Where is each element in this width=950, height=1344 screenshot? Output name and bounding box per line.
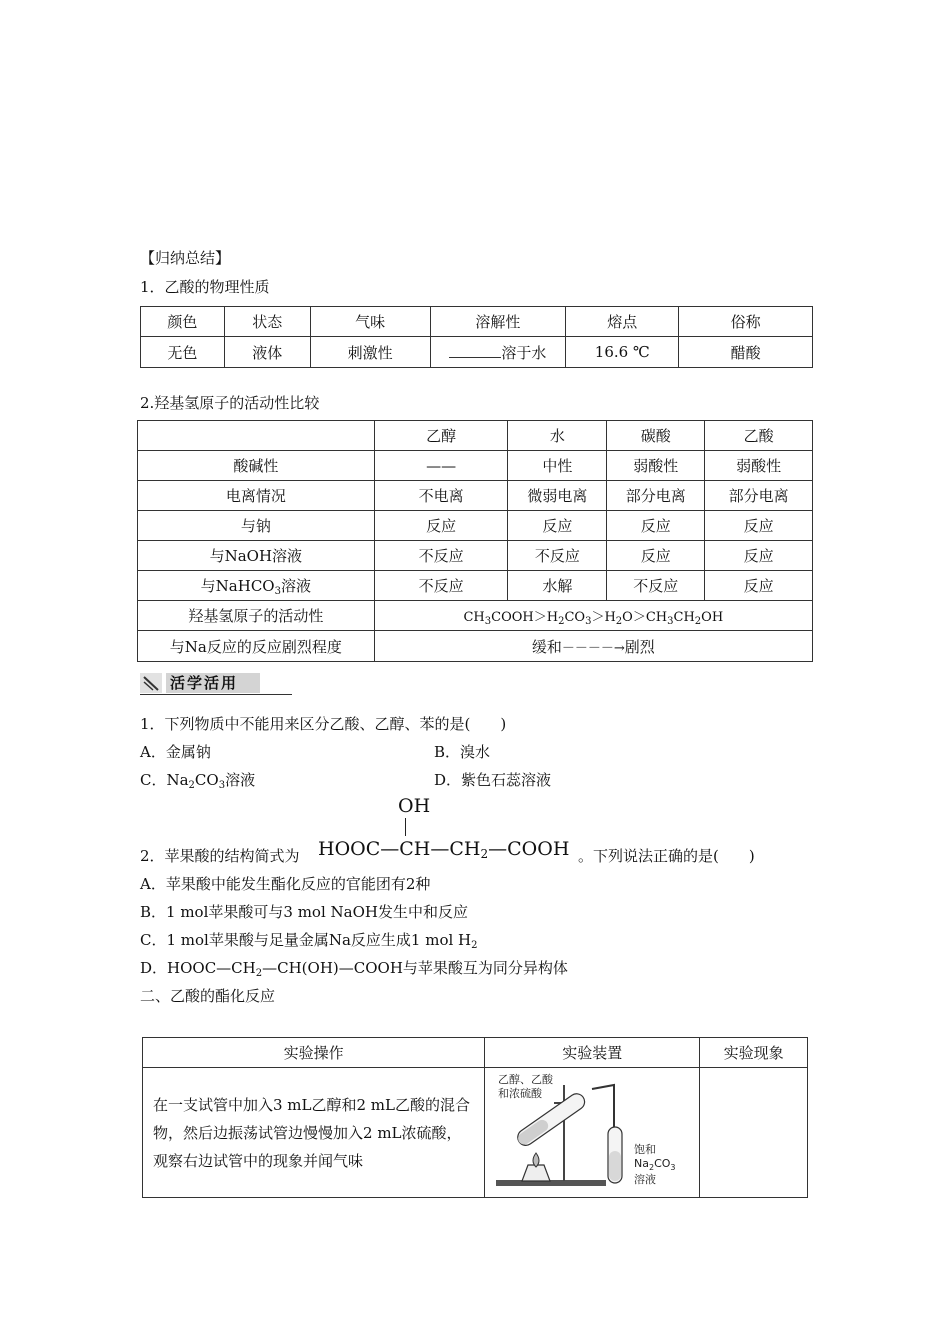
q2-option-b[interactable]: B．1 mol苹果酸可与3 mol NaOH发生中和反应 [140, 903, 468, 921]
table2-row [138, 511, 813, 541]
table2-header: 乙醇 [374, 421, 508, 451]
q1-option-c[interactable]: C．$Na_2CO_3$溶液 [140, 771, 256, 791]
table1-data-row [141, 337, 813, 368]
table2-cell: 反应 [705, 511, 813, 541]
table1-cell [430, 337, 566, 368]
table2-row-label: 与NaOH溶液 [138, 541, 375, 571]
table2-corner [138, 421, 375, 451]
table2-cell: 反应 [705, 571, 813, 601]
table1-cell: 无色 [141, 337, 225, 368]
banner-label: 活学活用 [166, 673, 260, 693]
table2-cell: 反应 [705, 541, 813, 571]
table2-row-label: 酸碱性 [138, 451, 375, 481]
table2-row [138, 451, 813, 481]
table2-cell: —— [374, 451, 508, 481]
operation-cell: 在一支试管中加入3 mL乙醇和2 mL乙酸的混合物，然后边振荡试管边慢慢加入2 mL浓硫酸，观察右边试管中的现象并闻气味 [143, 1068, 485, 1198]
table2-cell: 不反应 [374, 541, 508, 571]
table1-cell: 醋酸 [679, 337, 813, 368]
practice-banner [140, 673, 292, 695]
table1-header: 俗称 [679, 307, 813, 337]
item2-title: 2.羟基氢原子的活动性比较 [140, 394, 320, 412]
table1-header-row [141, 307, 813, 337]
q1-option-a[interactable]: A．金属钠 [140, 743, 211, 761]
table2-cell: 部分电离 [607, 481, 705, 511]
table3-header: 实验操作 [143, 1038, 485, 1068]
part2-title: 二、乙酸的酯化反应 [140, 987, 276, 1005]
table2-row [138, 481, 813, 511]
diagonal-lines-icon [140, 673, 162, 693]
flame [533, 1153, 539, 1167]
table3-header: 实验装置 [485, 1038, 700, 1068]
stand-base [496, 1180, 606, 1186]
table2-cell: 不反应 [508, 541, 607, 571]
table2-cell: 反应 [374, 511, 508, 541]
table2-row [138, 541, 813, 571]
table3-row [143, 1068, 808, 1198]
table2-cell: 反应 [607, 541, 705, 571]
table2-cell: 水解 [508, 571, 607, 601]
apparatus-label-mix-1: 乙醇、乙酸 [498, 1072, 554, 1086]
table1-header: 熔点 [566, 307, 679, 337]
violence-scale: 缓和－－－－→剧烈 [374, 631, 812, 662]
table2-row [138, 571, 813, 601]
table1-header: 颜色 [141, 307, 225, 337]
apparatus-label-saturated: 饱和 [634, 1142, 657, 1156]
table2-header: 水 [508, 421, 607, 451]
table2-row-label: 与钠 [138, 511, 375, 541]
table2-cell: 微弱电离 [508, 481, 607, 511]
table2-header: 碳酸 [607, 421, 705, 451]
phenomenon-cell[interactable] [700, 1068, 808, 1198]
section-title: 【归纳总结】 [140, 249, 231, 267]
table2-cell: 弱酸性 [705, 451, 813, 481]
table2-violence-row [138, 631, 813, 662]
q2-option-a[interactable]: A．苹果酸中能发生酯化反应的官能团有2种 [140, 875, 431, 893]
apparatus-cell [485, 1068, 700, 1198]
formula-bond [405, 818, 406, 836]
q1-stem: 1．下列物质中不能用来区分乙酸、乙醇、苯的是( ) [140, 715, 507, 733]
table2-activity-row [138, 601, 813, 631]
table1-cell-text: 溶于水 [501, 343, 547, 362]
table1-header: 状态 [224, 307, 310, 337]
q2-option-c[interactable]: C．1 mol苹果酸与足量金属Na反应生成1 mol $H_2$ [140, 931, 478, 951]
table2-cell: 弱酸性 [607, 451, 705, 481]
table1-header: 溶解性 [430, 307, 566, 337]
table2-header: 乙酸 [705, 421, 813, 451]
banner-underline [140, 694, 292, 695]
physical-properties-table [140, 306, 813, 368]
apparatus-label-solution: 溶液 [634, 1172, 657, 1186]
table2-cell: 不反应 [374, 571, 508, 601]
table2-cell: 反应 [607, 511, 705, 541]
fill-in-blank[interactable] [449, 344, 501, 358]
q2-stem-pre: 2．苹果酸的结构简式为 [140, 847, 300, 865]
table1-cell: 液体 [224, 337, 310, 368]
esterification-apparatus-diagram [492, 1069, 692, 1193]
table2-cell: 中性 [508, 451, 607, 481]
table2-cell: 部分电离 [705, 481, 813, 511]
table1-cell: 刺激性 [310, 337, 430, 368]
table2-row-label: 与Na反应的反应剧烈程度 [138, 631, 375, 662]
activity-order: $CH_3COOH>H_2CO_3>H_2O>CH_3CH_2OH$ [374, 601, 812, 631]
table2-row-label: 羟基氢原子的活动性 [138, 601, 375, 631]
q2-stem-post: 。下列说法正确的是( ) [578, 847, 755, 865]
item1-title: 1．乙酸的物理性质 [140, 278, 270, 296]
table3-header: 实验现象 [700, 1038, 808, 1068]
hydroxyl-activity-table [137, 420, 813, 662]
esterification-table [142, 1037, 808, 1198]
table1-header: 气味 [310, 307, 430, 337]
table2-cell: 反应 [508, 511, 607, 541]
formula-oh: OH [398, 795, 431, 817]
table1-cell: 16.6 ℃ [566, 337, 679, 368]
malic-acid-formula: HOOC—CH—CH2—COOH [318, 838, 570, 861]
q1-option-b[interactable]: B．溴水 [434, 743, 491, 761]
apparatus-label-mix-2: 和浓硫酸 [498, 1086, 543, 1100]
sodium-carbonate-solution [609, 1151, 621, 1181]
table2-header-row [138, 421, 813, 451]
q2-option-d[interactable]: D．$HOOC—CH_2—CH(OH)—COOH$与苹果酸互为同分异构体 [140, 959, 568, 979]
table2-cell: 不反应 [607, 571, 705, 601]
table2-row-label: 与NaHCO$_3$溶液 [138, 571, 375, 601]
apparatus-label-na2co3: $Na_2CO_3$ [634, 1156, 676, 1172]
table2-cell: 不电离 [374, 481, 508, 511]
q1-option-d[interactable]: D．紫色石蕊溶液 [434, 771, 552, 789]
table3-header-row [143, 1038, 808, 1068]
table2-row-label: 电离情况 [138, 481, 375, 511]
